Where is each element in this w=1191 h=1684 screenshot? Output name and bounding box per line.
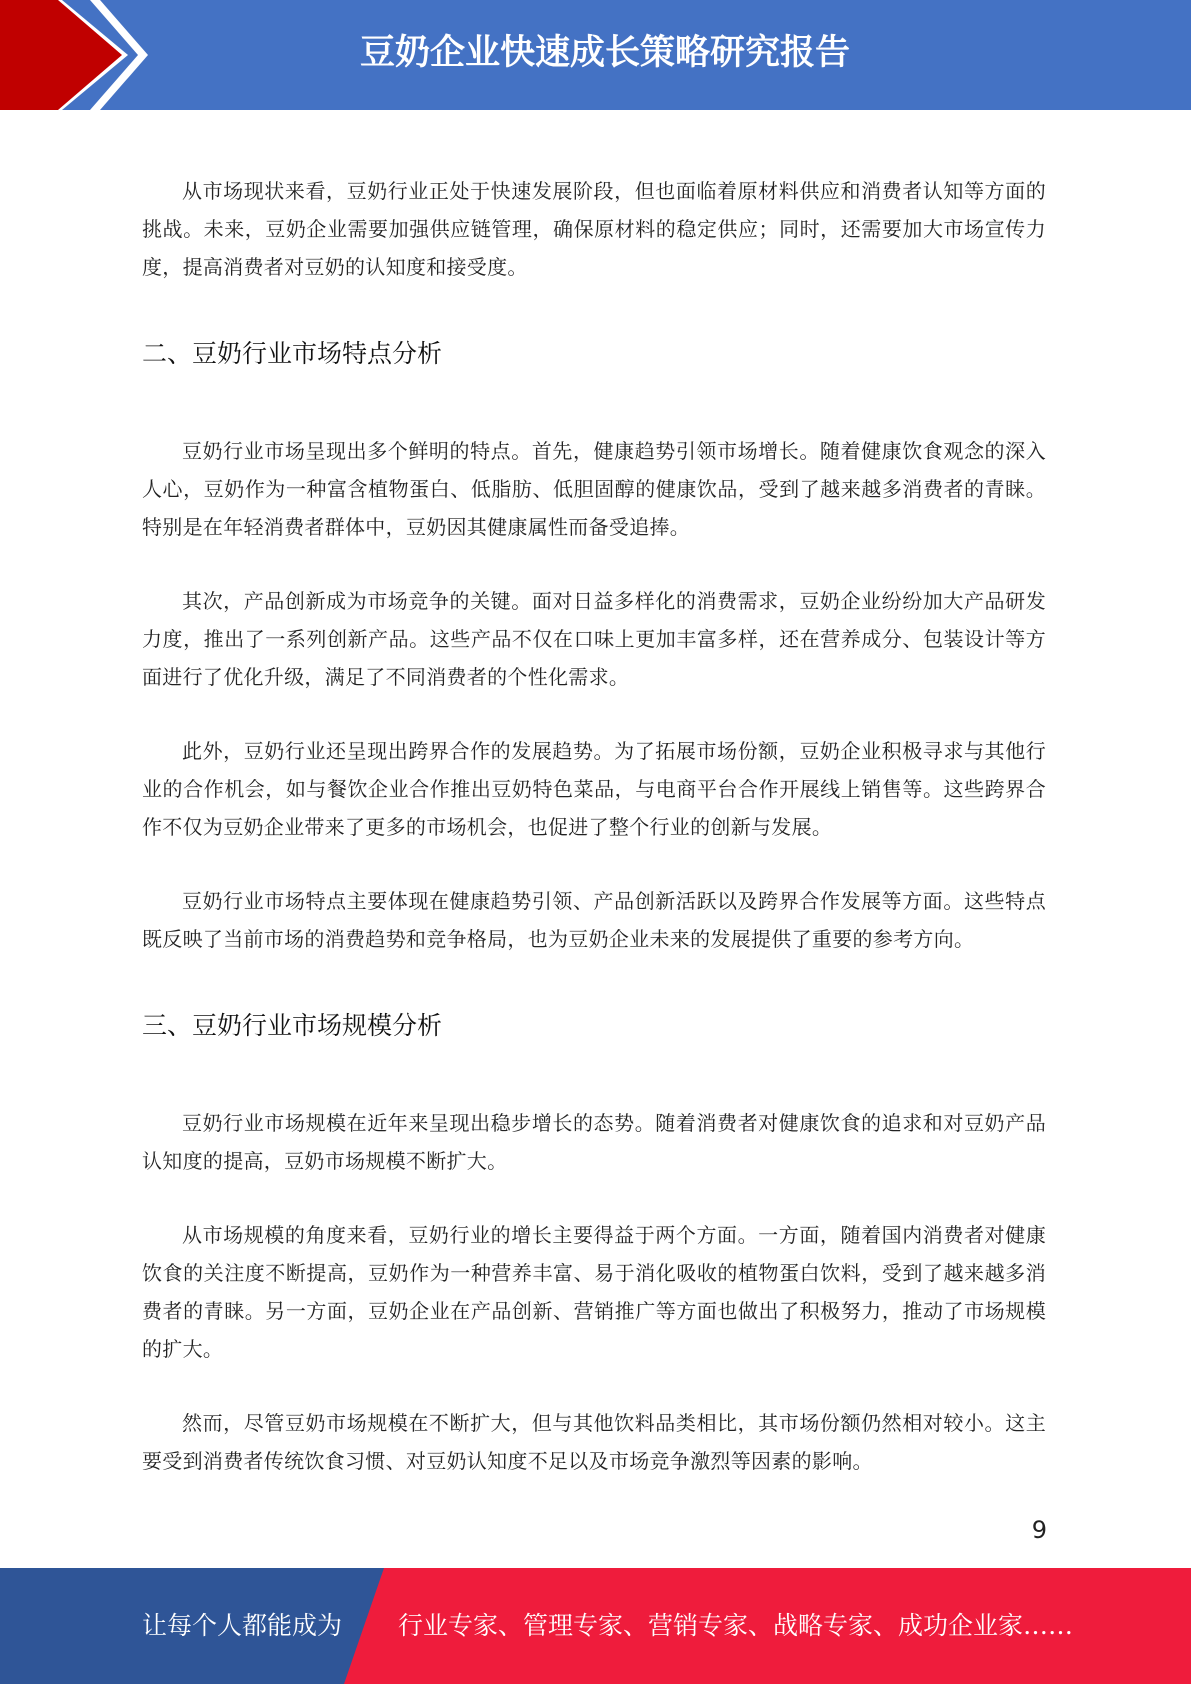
page-header-band: [0, 0, 1191, 110]
paragraph: 豆奶行业市场特点主要体现在健康趋势引领、产品创新活跃以及跨界合作发展等方面。这些特点既反映了当前市场的消费趋势和竞争格局，也为豆奶企业未来的发展提供了重要的参考方向。: [142, 889, 1046, 951]
paragraph: 豆奶行业市场呈现出多个鲜明的特点。首先，健康趋势引领市场增长。随着健康饮食观念的深入人心，豆奶作为一种富含植物蛋白、低脂肪、低胆固醇的健康饮品，受到了越来越多消费者的青睐。特别是在年轻消费者群体中，豆奶因其健康属性而备受追捧。: [142, 439, 1046, 539]
paragraph: 从市场规模的角度来看，豆奶行业的增长主要得益于两个方面。一方面，随着国内消费者对健康饮食的关注度不断提高，豆奶作为一种营养丰富、易于消化吸收的植物蛋白饮料，受到了越来越多消费者的青睐。另一方面，豆奶企业在产品创新、营销推广等方面也做出了积极努力，推动了市场规模的扩大。: [142, 1223, 1046, 1361]
page-number: 9: [1031, 1516, 1047, 1544]
report-title: 豆奶企业快速成长策略研究报告: [359, 33, 850, 73]
paragraph: 其次，产品创新成为市场竞争的关键。面对日益多样化的消费需求，豆奶企业纷纷加大产品研发力度，推出了一系列创新产品。这些产品不仅在口味上更加丰富多样，还在营养成分、包装设计等方面进行了优化升级，满足了不同消费者的个性化需求。: [142, 589, 1046, 689]
page-footer: [0, 1568, 1191, 1684]
intro-paragraph: 从市场现状来看，豆奶行业正处于快速发展阶段，但也面临着原材料供应和消费者认知等方面的挑战。未来，豆奶企业需要加强供应链管理，确保原材料的稳定供应；同时，还需要加大市场宣传力度，提高消费者对豆奶的认知度和接受度。: [142, 179, 1046, 279]
paragraph: 然而，尽管豆奶市场规模在不断扩大，但与其他饮料品类相比，其市场份额仍然相对较小。这主要受到消费者传统饮食习惯、对豆奶认知度不足以及市场竞争激烈等因素的影响。: [142, 1411, 1046, 1473]
page-content: [142, 172, 1046, 1480]
footer-slogan-left: 让每个人都能成为: [142, 1611, 343, 1640]
paragraph: 豆奶行业市场规模在近年来呈现出稳步增长的态势。随着消费者对健康饮食的追求和对豆奶产品认知度的提高，豆奶市场规模不断扩大。: [142, 1111, 1046, 1173]
section-heading-3: 三、豆奶行业市场规模分析: [142, 1011, 443, 1040]
arrow-icon: [0, 0, 160, 110]
footer-slogan-right: 行业专家、管理专家、营销专家、战略专家、成功企业家……: [398, 1611, 1074, 1640]
paragraph: 此外，豆奶行业还呈现出跨界合作的发展趋势。为了拓展市场份额，豆奶企业积极寻求与其他行业的合作机会，如与餐饮企业合作推出豆奶特色菜品，与电商平台合作开展线上销售等。这些跨界合作不仅为豆奶企业带来了更多的市场机会，也促进了整个行业的创新与发展。: [142, 739, 1046, 839]
section-heading-2: 二、豆奶行业市场特点分析: [142, 339, 443, 368]
